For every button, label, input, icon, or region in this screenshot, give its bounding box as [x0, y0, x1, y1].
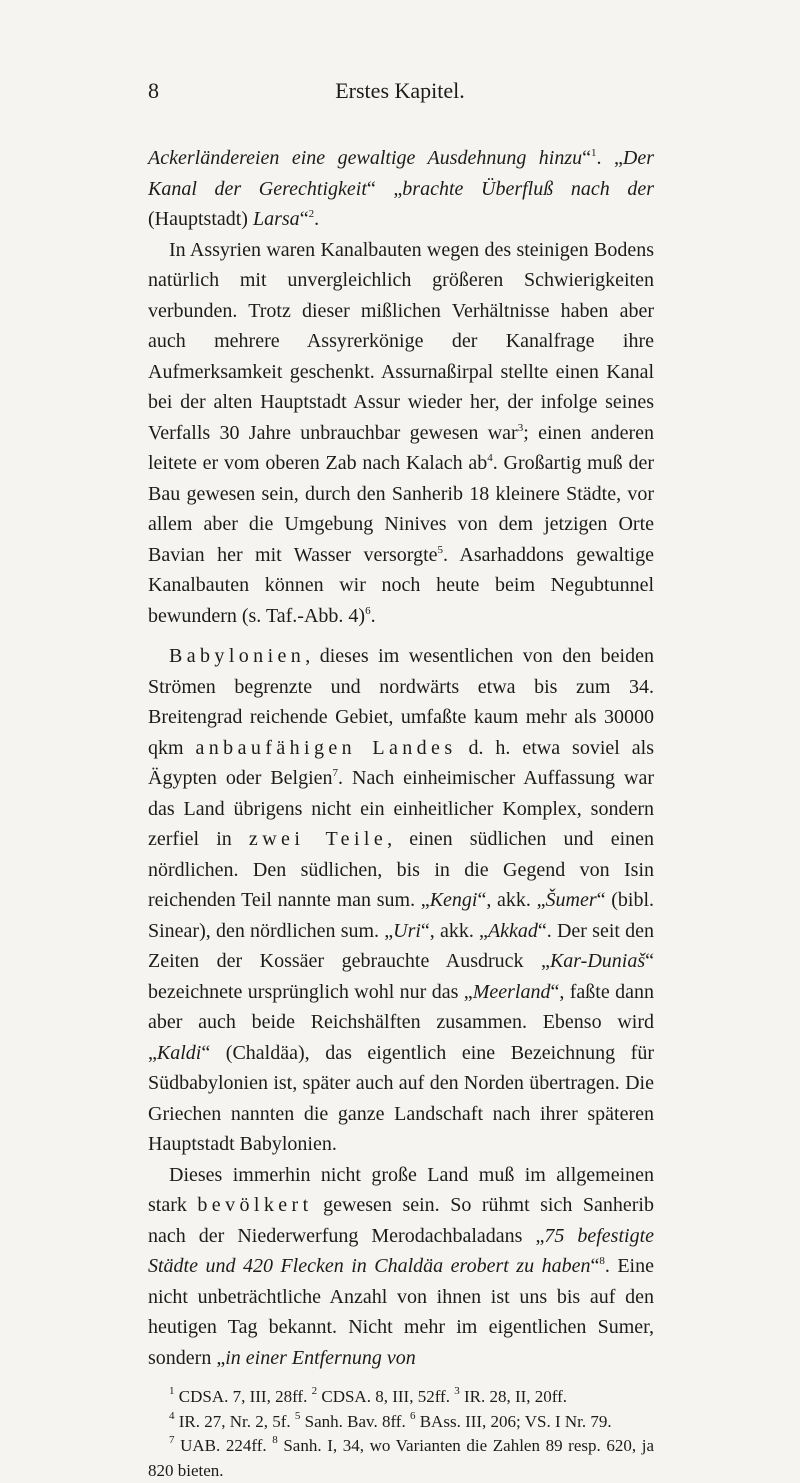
footnote-line: $^4$ IR. 27, Nr. 2, 5f. $^5$ Sanh. Bav. 8ff. $^6$ BAss. III, 206; VS. I Nr. 79. [169, 1409, 612, 1431]
main-text [148, 143, 654, 1483]
footnotes [148, 1385, 654, 1483]
chapter-title: Erstes Kapitel. [335, 78, 465, 103]
paragraph-continuation: Ackerländereien eine gewaltige Ausdehnung hinzu“$^1$. „Der Kanal der Gerechtigkeit“ „brachte Überfluß nach der (Hauptstadt) Larsa“$^2$. [148, 147, 654, 230]
running-header [148, 78, 652, 108]
paragraph-assyria: In Assyrien waren Kanalbauten wegen des steinigen Bodens natürlich mit unvergleichlich größeren Schwierigkeiten verbunden. Trotz dieser mißlichen Verhältnisse haben aber auch mehrere Assyrerkönige der Kanalfrage ihre Aufmerksamkeit geschenkt. Assurnaßirpal stellte einen Kanal bei der alten Hauptstadt Assur wieder her, der infolge seines Verfalls 30 Jahre unbrauchbar gewesen war$^3$; einen anderen leitete er vom oberen Zab nach Kalach $ab^4$. Großartig muß der Bau gewesen sein, durch den Sanherib 18 kleinere Städte, vor allem aber die Umgebung Ninives von dem jetzigen Orte Bavian her mit Wasser versorgte$^5$. Asarhaddons gewaltige Kanalbauten können wir noch heute beim Negubtunnel bewundern (s. Taf.-Abb. 4)$^6$. [148, 238, 654, 627]
paragraph-babylonia: Babylonien, dieses im wesentlichen von den beiden Strömen begrenzte und nordwärts etwa bis zum 34. Breitengrad reichende Gebiet, umfaßte kaum mehr als 30000 qkm anbaufähigen Landes d. h. etwa soviel als Ägypten oder Belgien$^7$. Nach einheimischer Auffassung war das Land übrigens nicht ein einheitlicher Komplex, sondern zerfiel in zwei Teile, einen südlichen und einen nördlichen. Den südlichen, bis in die Gegend von Isin reichenden Teil nannte man sum. „Kengi“, akk. „Šumer“ (bibl. Sinear), den nördlichen sum. „Uri“, akk. „Akkad“. Der seit den Zeiten der Kossäer gebrauchte Ausdruck „Kar-Duniaš“ bezeichnete ursprünglich wohl nur das „Meerland“, faßte dann aber auch beide Reichshälften zusammen. Ebenso wird „Kaldi“ (Chaldäa), das eigentlich eine Bezeichnung für Südbabylonien ist, später auch auf den Norden übertragen. Die Griechen nannten die ganze Landschaft nach ihrer späteren Hauptstadt Babylonien. [148, 645, 654, 1155]
paragraph-population: Dieses immerhin nicht große Land muß im allgemeinen stark bevölkert gewesen sein. So rühmt sich Sanherib nach der Niederwerfung Merodachbaladans „75 befestigte Städte und 420 Flecken in Chaldäa erobert zu haben“$^8$. Eine nicht unbeträchtliche Anzahl von ihnen ist uns bis auf den heutigen Tag bekannt. Nicht mehr im eigentlichen Sumer, sondern „in einer Entfernung von [148, 1163, 654, 1369]
footnote-line: $^1$ CDSA. 7, III, 28ff. $^2$ CDSA. 8, III, 52ff. $^3$ IR. 28, II, 20ff. [169, 1385, 568, 1406]
page-number: 8 [148, 78, 159, 103]
footnote-line: $^7$ UAB. 224ff. $^8$ Sanh. I, 34, wo Varianten die Zahlen 89 resp. 620, ja 820 bieten. [148, 1434, 654, 1480]
